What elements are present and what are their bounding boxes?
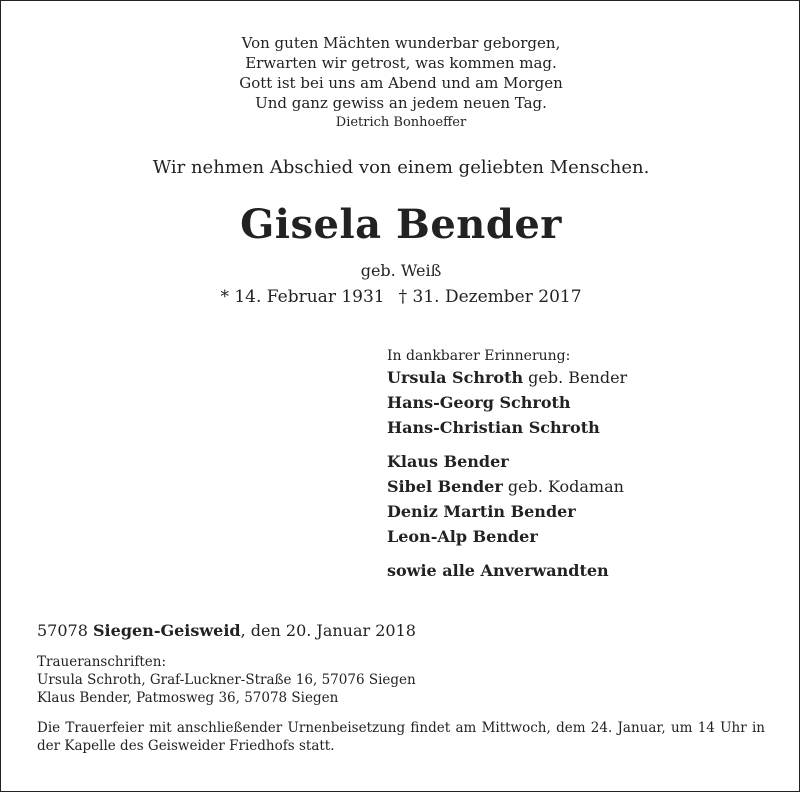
poem-line-2: Erwarten wir getrost, was kommen mag. (245, 54, 557, 72)
poem-block (1, 33, 800, 133)
service-info: Die Trauerfeier mit anschließender Urnenbeisetzung findet am Mittwoch, dem 24. Januar, um 14 Uhr in der Kapelle des Geisweider Friedhofs statt. (37, 720, 765, 754)
address-line: Ursula Schroth, Graf-Luckner-Straße 16, 57076 Siegen (37, 672, 416, 688)
mourner-name: Deniz Martin Bender (387, 502, 576, 521)
address-line: Klaus Bender, Patmosweg 36, 57078 Siegen (37, 690, 339, 706)
mourner-name: Klaus Bender (387, 452, 509, 471)
mourner-line (387, 365, 627, 390)
mourner-name: Hans-Georg Schroth (387, 393, 571, 412)
mourners-block (387, 347, 627, 583)
mourner-name: Sibel Bender (387, 477, 503, 496)
mourner-suffix: geb. Bender (523, 368, 628, 387)
birth-date: * 14. Februar 1931 (220, 287, 385, 307)
death-date: † 31. Dezember 2017 (398, 287, 582, 307)
mourner-line (387, 558, 627, 583)
poem-line-4: Und ganz gewiss an jedem neuen Tag. (255, 94, 547, 112)
mourner-line (387, 474, 627, 499)
poem-author: Dietrich Bonhoeffer (335, 115, 467, 130)
deceased-name: Gisela Bender (240, 201, 562, 248)
date: , den 20. Januar 2018 (240, 621, 416, 640)
mourner-line (387, 524, 627, 549)
postcode: 57078 (37, 621, 88, 640)
birth-name: geb. Weiß (360, 261, 442, 280)
mourner-name: Ursula Schroth (387, 368, 524, 387)
mourner-name: Hans-Christian Schroth (387, 418, 600, 437)
city: Siegen-Geisweid (93, 621, 241, 640)
addresses-label: Traueranschriften: (37, 654, 166, 670)
mourners-label: In dankbarer Erinnerung: (387, 348, 571, 364)
addresses-block (37, 653, 416, 707)
poem-line-3: Gott ist bei uns am Abend und am Morgen (239, 74, 563, 92)
mourner-line (387, 390, 627, 415)
relatives-line: sowie alle Anverwandten (387, 561, 609, 580)
farewell-intro: Wir nehmen Abschied von einem geliebten Menschen. (152, 157, 650, 178)
mourner-line (387, 449, 627, 474)
mourner-suffix: geb. Kodaman (502, 477, 624, 496)
place-date-line (37, 621, 416, 640)
mourner-line (387, 415, 627, 440)
poem-line-1: Von guten Mächten wunderbar geborgen, (241, 34, 561, 52)
mourner-line (387, 499, 627, 524)
life-dates (1, 287, 800, 307)
mourner-name: Leon-Alp Bender (387, 527, 538, 546)
